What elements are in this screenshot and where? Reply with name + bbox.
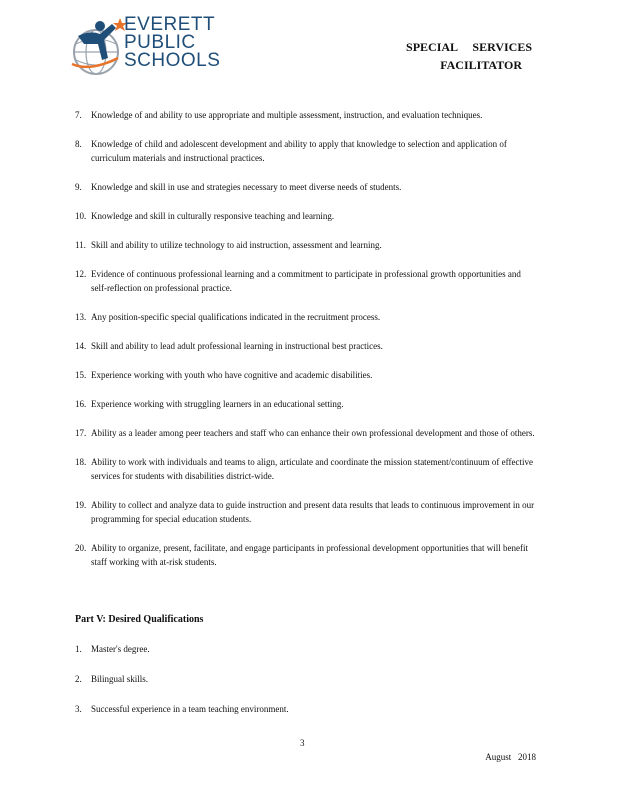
item-text: Experience working with struggling learners in an educational setting. [91, 399, 344, 409]
desired-qualifications-list [75, 642, 535, 732]
list-item [75, 368, 535, 382]
item-number: 9. [75, 182, 82, 192]
item-number: 7. [75, 110, 82, 120]
item-text: Knowledge of and ability to use appropriate and multiple assessment, instruction, and evaluation techniques. [91, 110, 483, 120]
list-item [75, 108, 535, 122]
item-text: Skill and ability to lead adult professional learning in instructional best practices. [91, 341, 383, 351]
item-number: 14. [75, 341, 87, 351]
list-item [75, 137, 535, 165]
list-item [75, 238, 535, 252]
item-text: Ability to collect and analyze data to guide instruction and present data results that leads to continuous improvement in our programming for special education students. [91, 500, 535, 524]
logo-wordmark [124, 16, 220, 70]
item-number: 16. [75, 399, 87, 409]
list-item [75, 209, 535, 223]
footer-date: August 2018 [485, 752, 536, 762]
item-text: Knowledge and skill in use and strategies necessary to meet diverse needs of students. [91, 182, 402, 192]
title-line-2: FACILITATOR [440, 58, 522, 72]
item-text: Successful experience in a team teaching environment. [91, 704, 289, 714]
item-number: 3. [75, 704, 82, 714]
item-text: Knowledge of child and adolescent development and ability to apply that knowledge to selection and application of curriculum materials and instructional practices. [91, 139, 507, 163]
item-number: 15. [75, 370, 87, 380]
item-text: Bilingual skills. [91, 674, 149, 684]
list-item [75, 642, 535, 656]
list-item [75, 702, 535, 716]
section-heading: Part V: Desired Qualifications [75, 614, 204, 625]
item-text: Evidence of continuous professional learning and a commitment to participate in professional growth opportunities and self-reflection on professional practice. [91, 269, 521, 293]
item-text: Ability as a leader among peer teachers and staff who can enhance their own professional development and those of others. [91, 428, 535, 438]
item-text: Knowledge and skill in culturally responsive teaching and learning. [91, 211, 335, 221]
item-number: 2. [75, 674, 82, 684]
item-number: 20. [75, 543, 87, 553]
knowledge-list [75, 108, 535, 584]
list-item [75, 455, 535, 483]
item-number: 19. [75, 500, 87, 510]
list-item [75, 397, 535, 411]
item-text: Master's degree. [91, 644, 150, 654]
logo-line: PUBLIC [124, 32, 196, 53]
list-item [75, 180, 535, 194]
item-text: Experience working with youth who have cognitive and academic disabilities. [91, 370, 373, 380]
list-item [75, 339, 535, 353]
item-text: Ability to organize, present, facilitate, and engage participants in professional development opportunities that will benefit staff working with at-risk students. [91, 543, 528, 567]
list-item [75, 672, 535, 686]
page-number: 3 [300, 738, 305, 748]
item-number: 13. [75, 312, 87, 322]
item-number: 18. [75, 457, 87, 467]
logo-line: SCHOOLS [124, 50, 221, 71]
item-text: Ability to work with individuals and teams to align, articulate and coordinate the mission statement/continuum of effective services for students with disabilities district-wide. [91, 457, 533, 481]
list-item [75, 310, 535, 324]
title-line-1: SPECIAL SERVICES [406, 40, 532, 54]
item-number: 1. [75, 644, 82, 654]
item-number: 10. [75, 211, 87, 221]
document-title [406, 38, 532, 74]
list-item [75, 267, 535, 295]
item-number: 12. [75, 269, 87, 279]
logo-line: EVERETT [124, 14, 216, 35]
item-number: 8. [75, 139, 82, 149]
item-text: Skill and ability to utilize technology to aid instruction, assessment and learning. [91, 240, 382, 250]
runner-globe-icon [70, 14, 126, 78]
list-item [75, 541, 535, 569]
item-text: Any position-specific special qualifications indicated in the recruitment process. [91, 312, 381, 322]
list-item [75, 426, 535, 440]
item-number: 11. [75, 240, 86, 250]
item-number: 17. [75, 428, 87, 438]
district-logo [70, 14, 240, 78]
list-item [75, 498, 535, 526]
